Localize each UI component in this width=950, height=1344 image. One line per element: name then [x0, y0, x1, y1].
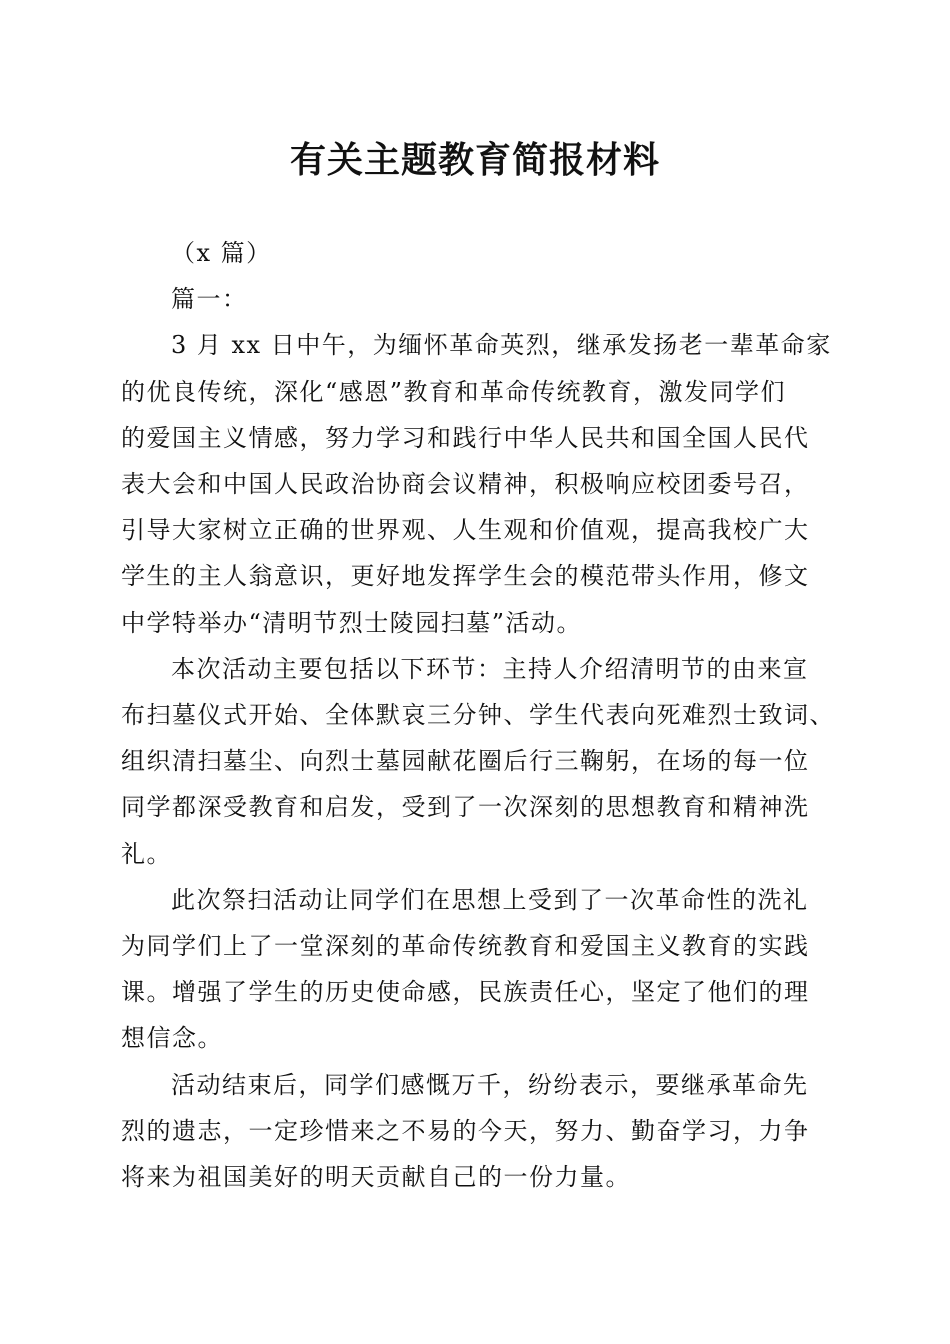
paragraph-line: 本次活动主要包括以下环节：主持人介绍清明节的由来宣	[171, 654, 809, 683]
document-title: 有关主题教育简报材料	[289, 139, 660, 181]
paragraph-line: 的爱国主义情感，努力学习和践行中华人民共和国全国人民代	[121, 423, 810, 452]
paragraph-1	[121, 322, 831, 645]
paragraph-line: 烈的遗志，一定珍惜来之不易的今天，努力、勤奋学习，力争	[121, 1116, 810, 1145]
document-subtitle: （x 篇）	[171, 239, 272, 267]
paragraph-line: 同学都深受教育和启发，受到了一次深刻的思想教育和精神洗	[121, 793, 810, 822]
paragraph-line: 组织清扫墓尘、向烈士墓园献花圈后行三鞠躬，在场的每一位	[121, 747, 810, 776]
paragraph-line: 3 月 xx 日中午，为缅怀革命英烈，继承发扬老一辈革命家	[171, 331, 832, 360]
paragraph-line: 中学特举办“清明节烈士陵园扫墓”活动。	[121, 608, 583, 637]
paragraph-2	[121, 646, 835, 877]
paragraph-line: 的优良传统，深化“感恩”教育和革命传统教育，激发同学们	[121, 377, 787, 406]
paragraph-line: 课。增强了学生的历史使命感，民族责任心，坚定了他们的理	[121, 978, 810, 1007]
paragraph-line: 礼。	[121, 839, 172, 868]
paragraph-line: 此次祭扫活动让同学们在思想上受到了一次革命性的洗礼	[171, 885, 809, 914]
paragraph-line: 表大会和中国人民政治协商会议精神，积极响应校团委号召，	[121, 470, 810, 499]
paragraph-line: 引导大家树立正确的世界观、人生观和价值观，提高我校广大	[121, 516, 810, 545]
section-label: 篇一：	[171, 285, 248, 314]
paragraph-line: 学生的主人翁意识，更好地发挥学生会的模范带头作用，修文	[121, 562, 810, 591]
paragraph-3	[121, 877, 831, 1062]
document-body	[121, 230, 835, 1200]
paragraph-4	[121, 1062, 831, 1201]
paragraph-line: 布扫墓仪式开始、全体默哀三分钟、学生代表向死难烈士致词、	[121, 701, 835, 730]
paragraph-line: 想信念。	[121, 1024, 223, 1053]
paragraph-line: 将来为祖国美好的明天贡献自己的一份力量。	[121, 1163, 631, 1192]
paragraph-line: 为同学们上了一堂深刻的革命传统教育和爱国主义教育的实践	[121, 932, 810, 961]
paragraph-line: 活动结束后，同学们感慨万千，纷纷表示，要继承革命先	[171, 1070, 809, 1099]
